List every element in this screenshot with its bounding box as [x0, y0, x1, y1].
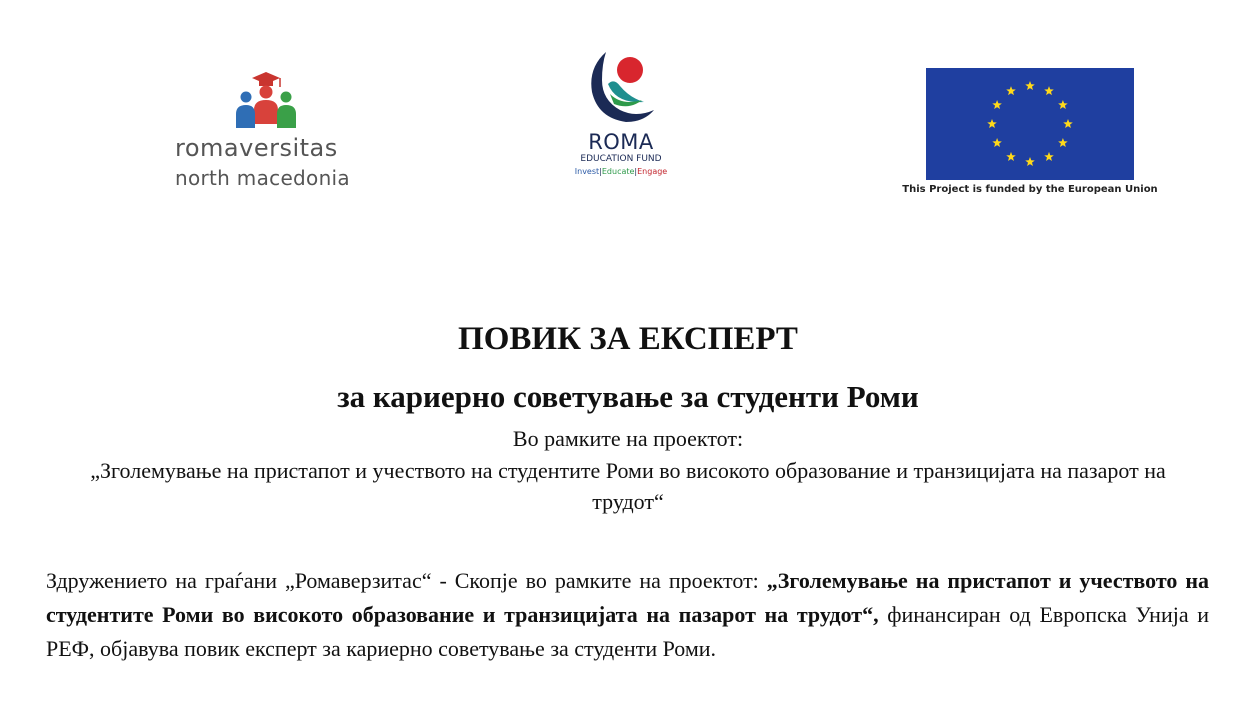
body-text-intro: Здружението на граѓани „Ромаверзитас“ - Скопје во рамките на проектот: — [46, 568, 767, 593]
body-text-rest: финансиран од Европска Унија и РЕФ, објавува повик експерт за кариерно советување за студенти Роми. — [46, 602, 1209, 661]
document-subtitle: за кариерно советување за студенти Роми — [337, 379, 919, 414]
romaversitas-logo-subtitle: north macedonia — [175, 166, 350, 190]
ref-logo-subtitle: EDUCATION FUND — [580, 154, 662, 164]
project-name: „Зголемување на пристапот и учеството на студентите Роми во високото образование и транзицијата на пазарот на трудот“ — [90, 458, 1166, 514]
ref-tagline-educate: Educate — [601, 167, 635, 176]
romaversitas-logo-name: romaversitas — [175, 134, 338, 162]
ref-logo-name: ROMA — [588, 130, 654, 154]
project-intro: Во рамките на проектот: — [512, 426, 744, 451]
ref-tagline-engage: Engage — [637, 167, 668, 176]
roma-education-fund-logo — [560, 48, 690, 183]
document-title: ПОВИК ЗА ЕКСПЕРТ — [458, 321, 798, 357]
ref-emblem-icon — [586, 48, 658, 130]
ref-tagline-invest: Invest — [574, 167, 600, 176]
body-paragraph — [46, 564, 1209, 666]
romaversitas-logo — [172, 70, 362, 195]
eu-funding-caption: This Project is funded by the European Union — [902, 184, 1158, 195]
ref-logo-tagline: Invest|Educate|Engage — [574, 167, 668, 176]
romaversitas-figures-icon — [234, 70, 298, 132]
body-project-name-bold: „Зголемување на пристапот и учеството на студентите Роми во високото образование и транзицијата на пазарот на трудот“, — [46, 568, 1210, 627]
eu-flag-icon — [926, 68, 1134, 180]
